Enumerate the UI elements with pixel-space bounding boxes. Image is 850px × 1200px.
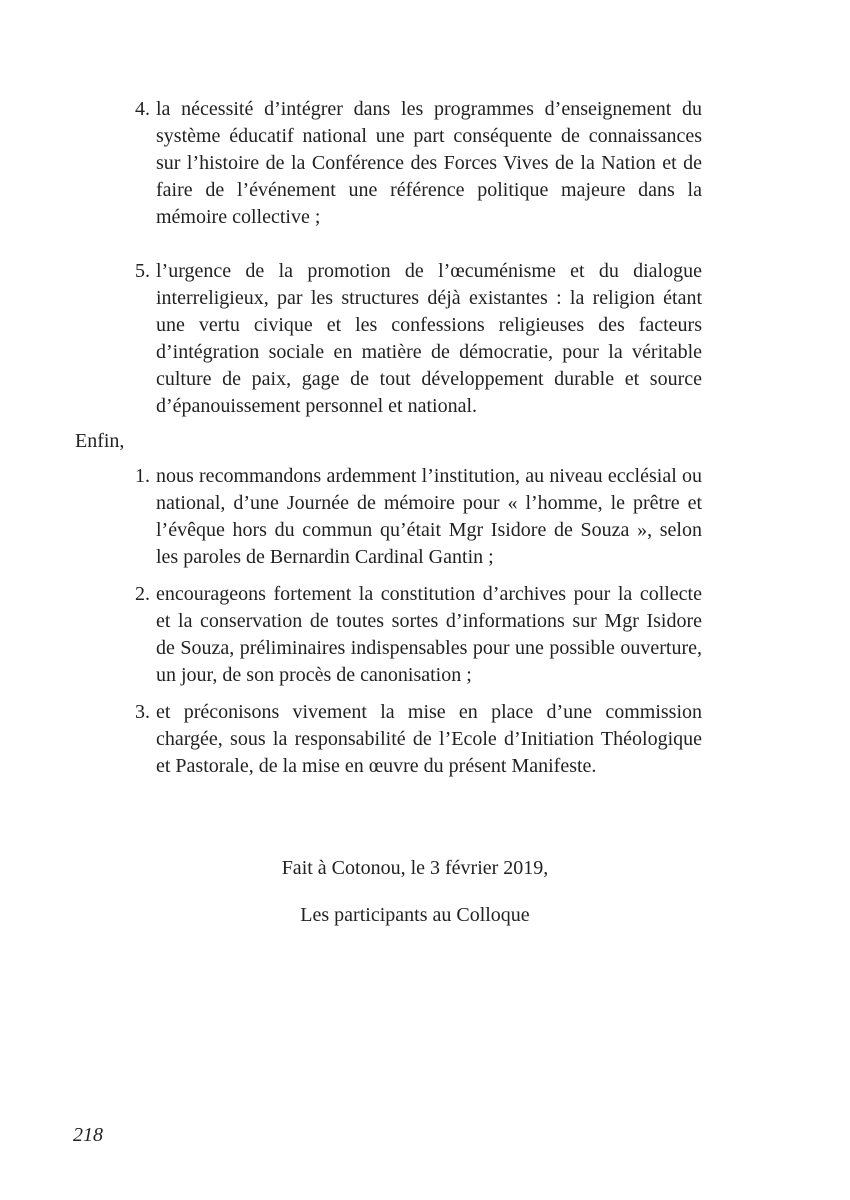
list-item-number: 3. bbox=[135, 701, 150, 723]
list-item-text: et préconisons vivement la mise en place d’une commission chargée, sous la responsabilité de l’Ecole d’Initiation Théologique et Pastorale, de la mise en œuvre du présent Manifeste. bbox=[156, 701, 702, 777]
list-item bbox=[120, 581, 702, 689]
list-item-text: l’urgence de la promotion de l’œcuménisme et du dialogue interreligieux, par les structures déjà existantes : la religion étant une vertu civique et les confessions religieuses des facteurs d’intégration sociale en matière de démocratie, pour la véritable culture de paix, gage de tout développement durable et source d’épanouissement personnel et national. bbox=[156, 260, 702, 417]
list-item bbox=[120, 96, 702, 231]
signature-line: Les participants au Colloque bbox=[300, 904, 530, 926]
list-item bbox=[120, 258, 702, 420]
list-item-text: nous recommandons ardemment l’institution, au niveau ecclésial ou national, d’une Journée de mémoire pour « l’homme, le prêtre et l’évêque hors du commun qu’était Mgr Isidore de Souza », selon les paroles de Bernardin Cardinal Gantin ; bbox=[156, 465, 702, 568]
section-intro-enfin: Enfin, bbox=[75, 430, 125, 452]
list-item-number: 1. bbox=[135, 465, 150, 487]
list-item-text: encourageons fortement la constitution d’archives pour la collecte et la conservation de toutes sortes d’informations sur Mgr Isidore de Souza, préliminaires indispensables pour une possible ouverture, un jour, de son procès de canonisation ; bbox=[156, 583, 702, 686]
recommendations-list-top bbox=[120, 96, 702, 420]
list-item-number: 5. bbox=[135, 260, 150, 282]
list-item-number: 4. bbox=[135, 98, 150, 120]
list-item bbox=[120, 463, 702, 571]
page-number: 218 bbox=[73, 1124, 103, 1146]
list-item-text: la nécessité d’intégrer dans les programmes d’enseignement du système éducatif national une part conséquente de connaissances sur l’histoire de la Conférence des Forces Vives de la Nation et de faire de l’événement une référence politique majeure dans la mémoire collective ; bbox=[156, 98, 702, 228]
list-item bbox=[120, 699, 702, 780]
place-date-line: Fait à Cotonou, le 3 février 2019, bbox=[281, 857, 549, 879]
list-item-number: 2. bbox=[135, 583, 150, 605]
recommendations-list-bottom bbox=[120, 463, 702, 780]
